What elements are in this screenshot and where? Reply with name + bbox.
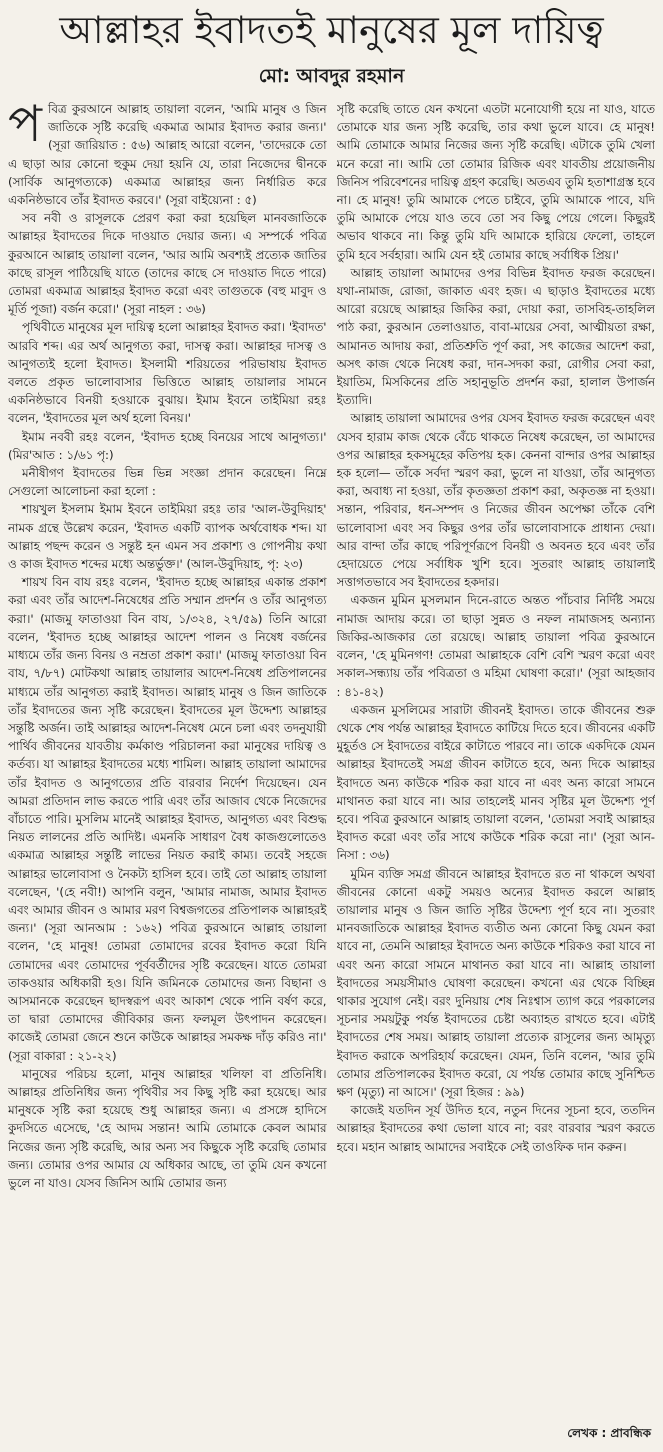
article-paragraph: একজন মুসলিমের সারাটা জীবনই ইবাদত। তাকে জীবনের শুরু থেকে শেষ পর্যন্ত আল্লাহর ইবাদতে কাটিয়ে দিতে হবে। জীবনের একটি মুহূর্তও সে ইবাদতের বাইরে কাটাতে পারবে না। তাকে একদিকে যেমন আল্লাহর ইবাদতেই সমগ্র জীবন কাটাতে হবে, অন্য দিকে আল্লাহর ইবাদতে অন্য কাউকে শরিক করা যাবে না এবং অন্য কারো সামনে মাথানত করা যাবে না। আর তাহলেই মানব সৃষ্টির মূল উদ্দেশ্য পূর্ণ হবে। পবিত্র কুরআনে আল্লাহ তায়ালা বলেন, 'তোমরা সবাই আল্লাহর ইবাদত করো এবং তাঁর সাথে কাউকে শরিক করো না।' (সূরা আন-নিসা : ৩৬) xyxy=(336,702,655,863)
author-note: লেখক : প্রাবন্ধিক xyxy=(567,1426,651,1440)
drop-cap: প xyxy=(8,100,42,153)
article-paragraph: সৃষ্টি করেছি তাতে যেন কখনো এতটা মনোযোগী হয়ে না যাও, যাতে তোমাকে যার জন্য সৃষ্টি করেছি, তার কথা ভুলে যাবে। হে মানুষ! আমি তোমাকে আমার নিজের জন্য সৃষ্টি করেছি। এটাকে তুমি খেলা মনে করো না। আমি তো তোমার রিজিক এবং যাবতীয় প্রয়োজনীয় জিনিস পরিবেশনের দায়িত্ব গ্রহণ করেছি। অতএব তুমি হতাশাগ্রস্ত হবে না। হে মানুষ! তুমি আমাকে পেতে চাইবে, তুমি আমাকে পাবে, যদি তুমি আমাকে পেয়ে যাও তবে তো সব কিছু পেয়ে গেলে। কিছুরই অভাব থাকবে না। কিন্তু তুমি যদি আমাকে হারিয়ে ফেলো, তাহলে তুমি হবে সর্বহারা। আমি যেন হই তোমার কাছে সর্বাধিক প্রিয়।' xyxy=(336,102,655,262)
article-paragraph: একজন মুমিন মুসলমান দিনে-রাতে অন্তত পাঁচবার নির্দিষ্ট সময়ে নামাজ আদায় করে। তা ছাড়া সুন্নত ও নফল নামাজসহ অন্যান্য জিকির-আজকার তো রয়েছে। আল্লাহ তায়ালা পবিত্র কুরআনে বলেন, 'হে মুমিনগণ! তোমরা আল্লাহকে বেশি বেশি স্মরণ করো এবং সকাল-সন্ধ্যায় তাঁর পবিত্রতা ও মহিমা ঘোষণা করো।' (সূরা আহজাব : ৪১-৪২) xyxy=(336,593,655,699)
article-headline: আল্লাহর ইবাদতই মানুষের মূল দায়িত্ব xyxy=(59,8,604,52)
article-byline: মো: আবদুর রহমান xyxy=(258,65,405,87)
article-paragraph: কাজেই যতদিন সূর্য উদিত হবে, নতুন দিনের সূচনা হবে, ততদিন আল্লাহর ইবাদতের কথা ভোলা যাবে না; বরং বারবার স্মরণ করতে হবে। মহান আল্লাহ আমাদের সবাইকে সেই তাওফিক দান করুন। xyxy=(336,1103,655,1154)
article-paragraph: শায়খুল ইসলাম ইমাম ইবনে তাইমিয়া রহঃ তার 'আল-উবুদিয়াহ' নামক গ্রন্থে উল্লেখ করেন, 'ইবাদত একটি ব্যাপক অর্থবোধক শব্দ। যা আল্লাহ পছন্দ করেন ও সন্তুষ্ট হন এমন সব প্রকাশ্য ও গোপনীয় কথা ও কাজ ইবাদত শব্দের মধ্যে অন্তর্ভুক্ত।' (আল-উবুদিয়াহ, পৃ: ২৩) xyxy=(8,502,327,572)
article-paragraph: সব নবী ও রাসূলকে প্রেরণ করা করা হয়েছিল মানবজাতিকে আল্লাহর ইবাদতের দিকে দাওয়াত দেয়ার জন্য। এ সম্পর্কে পবিত্র কুরআনে আল্লাহ তায়ালা বলেন, 'আর আমি অবশ্যই প্রত্যেক জাতির কাছে রাসূল পাঠিয়েছি যাতে (তাদের কাছে সে দাওয়াত দিতে পারে) তোমরা একমাত্র আল্লাহর ইবাদত করো এবং তাগুতকে (বহু মাবুদ ও মূর্তি পূজা) বর্জন করো।' (সূরা নাহল : ৩৬) xyxy=(8,211,327,317)
article-paragraph: মনীষীগণ ইবাদতের ভিন্ন ভিন্ন সংজ্ঞা প্রদান করেছেন। নিম্নে সেগুলো আলোচনা করা হলো : xyxy=(8,466,327,499)
article-column-left xyxy=(8,100,327,1418)
article-paragraph: পবিত্র কুরআনে আল্লাহ তায়ালা বলেন, 'আমি মানুষ ও জিন জাতিকে সৃষ্টি করেছি একমাত্র আমার ইবাদত করার জন্য।' (সূরা জারিয়াত : ৫৬) আল্লাহ আরো বলেন, 'তাদেরকে তো এ ছাড়া আর কোনো হুকুম দেয়া হয়নি যে, তারা নিজেদের দ্বীনকে (সার্বিক আনুগত্যকে) একমাত্র আল্লাহর জন্য নির্ধারিত করে একনিষ্ঠভাবে তাঁর ইবাদত করবে।' (সূরা বাইয়্যেনা : ৫) xyxy=(8,100,327,208)
article-paragraph: শায়খ বিন বায রহঃ বলেন, 'ইবাদত হচ্ছে আল্লাহর একান্ত প্রকাশ করা এবং তাঁর আদেশ-নিষেধের প্রতি সম্মান প্রদর্শন ও তাঁর আনুগত্য করা।' (মাজমু ফাতাওয়া বিন বায, ১/৩২৪, ২৭/৫৯) তিনি আরো বলেন, 'ইবাদত হচ্ছে আল্লাহর আদেশ পালন ও নিষেধ বর্জনের মাধ্যমে তাঁর জন্য বিনয় ও নম্রতা প্রকাশ করা।' (মাজমু ফাতাওয়া বিন বায, ৭/৮৭) মোটকথা আল্লাহ তায়ালার আদেশ-নিষেধ প্রতিপালনের মাধ্যমে তাঁর আনুগত্য করাই ইবাদত। আল্লাহ মানুষ ও জিন জাতিকে তাঁর ইবাদতের জন্য সৃষ্টি করেছেন। ইবাদতের মূল উদ্দেশ্য আল্লাহর সন্তুষ্টি অর্জন। তাই আল্লাহর আদেশ-নিষেধ মেনে চলা এবং তদনুযায়ী পার্থিব জীবনের যাবতীয় কর্মকাণ্ড পরিচালনা করা মানুষের দায়িত্ব ও কর্তব্য। যা আল্লাহর ইবাদতের মধ্যে শামিল। আল্লাহ তায়ালা আমাদের তাঁর ইবাদত ও আনুগত্যের প্রতি বারবার নির্দেশ দিয়েছেন। যেন আমরা প্রতিদান লাভ করতে পারি এবং তাঁর আজাব থেকে নিজেদের বাঁচাতে পারি। মুসলিম মানেই আল্লাহর ইবাদত, আনুগত্য এবং বিশুদ্ধ নিয়ত লালনের প্রতি আদিষ্ট। এমনকি সাধারণ বৈধ কাজগুলোতেও একমাত্র আল্লাহর সন্তুষ্টি লাভের নিয়ত করাই কাম্য। তবেই সহজে আল্লাহর ভালোবাসা ও নৈকট্য হাসিল হবে। তাই তো আল্লাহ তায়ালা বলেছেন, '(হে নবী!) আপনি বলুন, 'আমার নামাজ, আমার ইবাদত এবং আমার জীবন ও আমার মরণ বিশ্বজগতের প্রতিপালক আল্লাহরই জন্য।' (সূরা আনআম : ১৬২) পবিত্র কুরআনে আল্লাহ তায়ালা বলেন, 'হে মানুষ! তোমরা তোমাদের রবের ইবাদত করো যিনি তোমাদের এবং তোমাদের পূর্ববর্তীদের সৃষ্টি করেছেন। যাতে তোমরা তাকওয়ার অধিকারী হও। যিনি জমিনকে তোমাদের জন্য বিছানা ও আসমানকে করেছেন ছাদস্বরূপ এবং আকাশ থেকে পানি বর্ষণ করে, তা দ্বারা তোমাদের জীবিকার জন্য ফলমূল উৎপাদন করেছেন। কাজেই তোমরা জেনে শুনে কাউকে আল্লাহর সমকক্ষ দাঁড় করিও না।' (সূরা বাকারা : ২১-২২) xyxy=(8,575,327,1063)
article-column-right xyxy=(337,100,656,1418)
article-paragraph: আল্লাহ তায়ালা আমাদের ওপর যেসব ইবাদত ফরজ করেছেন এবং যেসব হারাম কাজ থেকে বেঁচে থাকতে নিষেধ করেছেন, তা আমাদের ওপর আল্লাহর হকসমূহের কতিপয় হক। কেননা বান্দার ওপর আল্লাহর হক হলো— তাঁকে সর্বদা স্মরণ করা, ভুলে না যাওয়া, তাঁর আনুগত্য করা, অবাধ্য না হওয়া, তাঁর কৃতজ্ঞতা প্রকাশ করা, অকৃতজ্ঞ না হওয়া। সন্তান, পরিবার, ধন-সম্পদ ও নিজের জীবন অপেক্ষা তাঁকে বেশি ভালোবাসা এবং সব কিছুর ওপর তাঁর ভালোবাসাকে প্রাধান্য দেয়া। আর বান্দা তাঁর কাছে পরিপূর্ণরূপে বিনয়ী ও অবনত হবে এবং তাঁর হেদায়েতে পেয়ে সর্বাধিক খুশি হবে। সুতরাং আল্লাহ তায়ালাই সত্তাগতভাবে সব ইবাদতের হকদার। xyxy=(336,411,655,590)
article-body xyxy=(8,100,655,1418)
article-paragraph: আল্লাহ তায়ালা আমাদের ওপর বিভিন্ন ইবাদত ফরজ করেছেন। যথা-নামাজ, রোজা, জাকাত এবং হজ। এ ছাড়াও ইবাদতের মধ্যে আরো রয়েছে আল্লাহর জিকির করা, দোয়া করা, তাসবিহ-তাহলিল পাঠ করা, কুরআন তেলাওয়াত, বাবা-মায়ের সেবা, আত্মীয়তা রক্ষা, আমানত আদায় করা, প্রতিশ্রুতি পূর্ণ করা, সৎ কাজের আদেশ করা, অসৎ কাজ থেকে নিষেধ করা, দান-সদকা করা, রোগীর সেবা করা, ইয়াতিম, মিসকিনের প্রতি সহানুভূতি প্রদর্শন করা, হালাল উপার্জন ইত্যাদি। xyxy=(336,265,655,408)
article-paragraph: মানুষের পরিচয় হলো, মানুষ আল্লাহর খলিফা বা প্রতিনিধি। আল্লাহর প্রতিনিধির জন্য পৃথিবীর সব কিছু সৃষ্টি করা হয়েছে। আর মানুষকে সৃষ্টি করা হয়েছে শুধু আল্লাহর জন্য। এ প্রসঙ্গে হাদিসে কুদসিতে এসেছে, 'হে আদম সন্তান! আমি তোমাকে কেবল আমার নিজের জন্য সৃষ্টি করেছি, আর অন্য সব কিছুকে সৃষ্টি করেছি তোমার জন্য। তোমার ওপর আমার যে অধিকার আছে, তা তুমি যেন কখনো ভুলে না যাও। যেসব জিনিস আমি তোমার জন্য xyxy=(8,1066,327,1190)
article-paragraph: পৃথিবীতে মানুষের মূল দায়িত্ব হলো আল্লাহর ইবাদত করা। 'ইবাদত' আরবি শব্দ। এর অর্থ আনুগত্য করা, দাসত্ব করা। আল্লাহর দাসত্ব ও আনুগত্যই হলো ইবাদত। ইসলামী শরিয়তের পরিভাষায় ইবাদত বলতে প্রকৃত ভালোবাসার ভিত্তিতে আল্লাহ তায়ালার সামনে একনিষ্ঠভাবে বিনয়ী হওয়াকে বুঝায়। ইমাম ইবনে তাইমিয়া রহঃ বলেন, 'ইবাদতের মূল অর্থ হলো বিনয়।' xyxy=(8,320,327,426)
article-paragraph: মুমিন ব্যক্তি সমগ্র জীবনে আল্লাহর ইবাদতে রত না থাকলে অথবা জীবনের কোনো একটু সময়ও অন্যের ইবাদত করলে আল্লাহ তায়ালার মানুষ ও জিন জাতি সৃষ্টির উদ্দেশ্য পূর্ণ হবে না। সুতরাং মানবজাতিকে আল্লাহর ইবাদত ব্যতীত অন্য কোনো কিছু যেমন করা যাবে না, তেমনি আল্লাহর ইবাদতে অন্য কাউকে শরিকও করা যাবে না এবং অন্য কারো সামনে মাথানত করা যাবে না। আল্লাহ তায়ালা ইবাদতের সময়সীমাও ঘোষণা করেছেন। কখনো এর থেকে বিচ্ছিন্ন থাকার সুযোগ নেই। বরং দুনিয়ায় শেষ নিঃশ্বাস ত্যাগ করে পরকালের সূচনার সময়টুকু পর্যন্ত ইবাদতের চেষ্টা অব্যাহত রাখতে হবে। এটাই ইবাদতের শেষ সময়। আল্লাহ তায়ালা প্রত্যেক রাসূলের জন্য আমৃত্যু ইবাদত করাকে অপরিহার্য করেছেন। যেমন, তিনি বলেন, 'আর তুমি তোমার প্রতিপালকের ইবাদত করো, যে পর্যন্ত তোমার কাছে সুনিশ্চিত ক্ষণ (মৃত্যু) না আসে।' (সূরা হিজর : ৯৯) xyxy=(336,866,655,1099)
article-paragraph: ইমাম নববী রহঃ বলেন, 'ইবাদত হচ্ছে বিনয়ের সাথে আনুগত্য।' (মির'আত : ১/৬১ পৃ:) xyxy=(8,429,327,462)
